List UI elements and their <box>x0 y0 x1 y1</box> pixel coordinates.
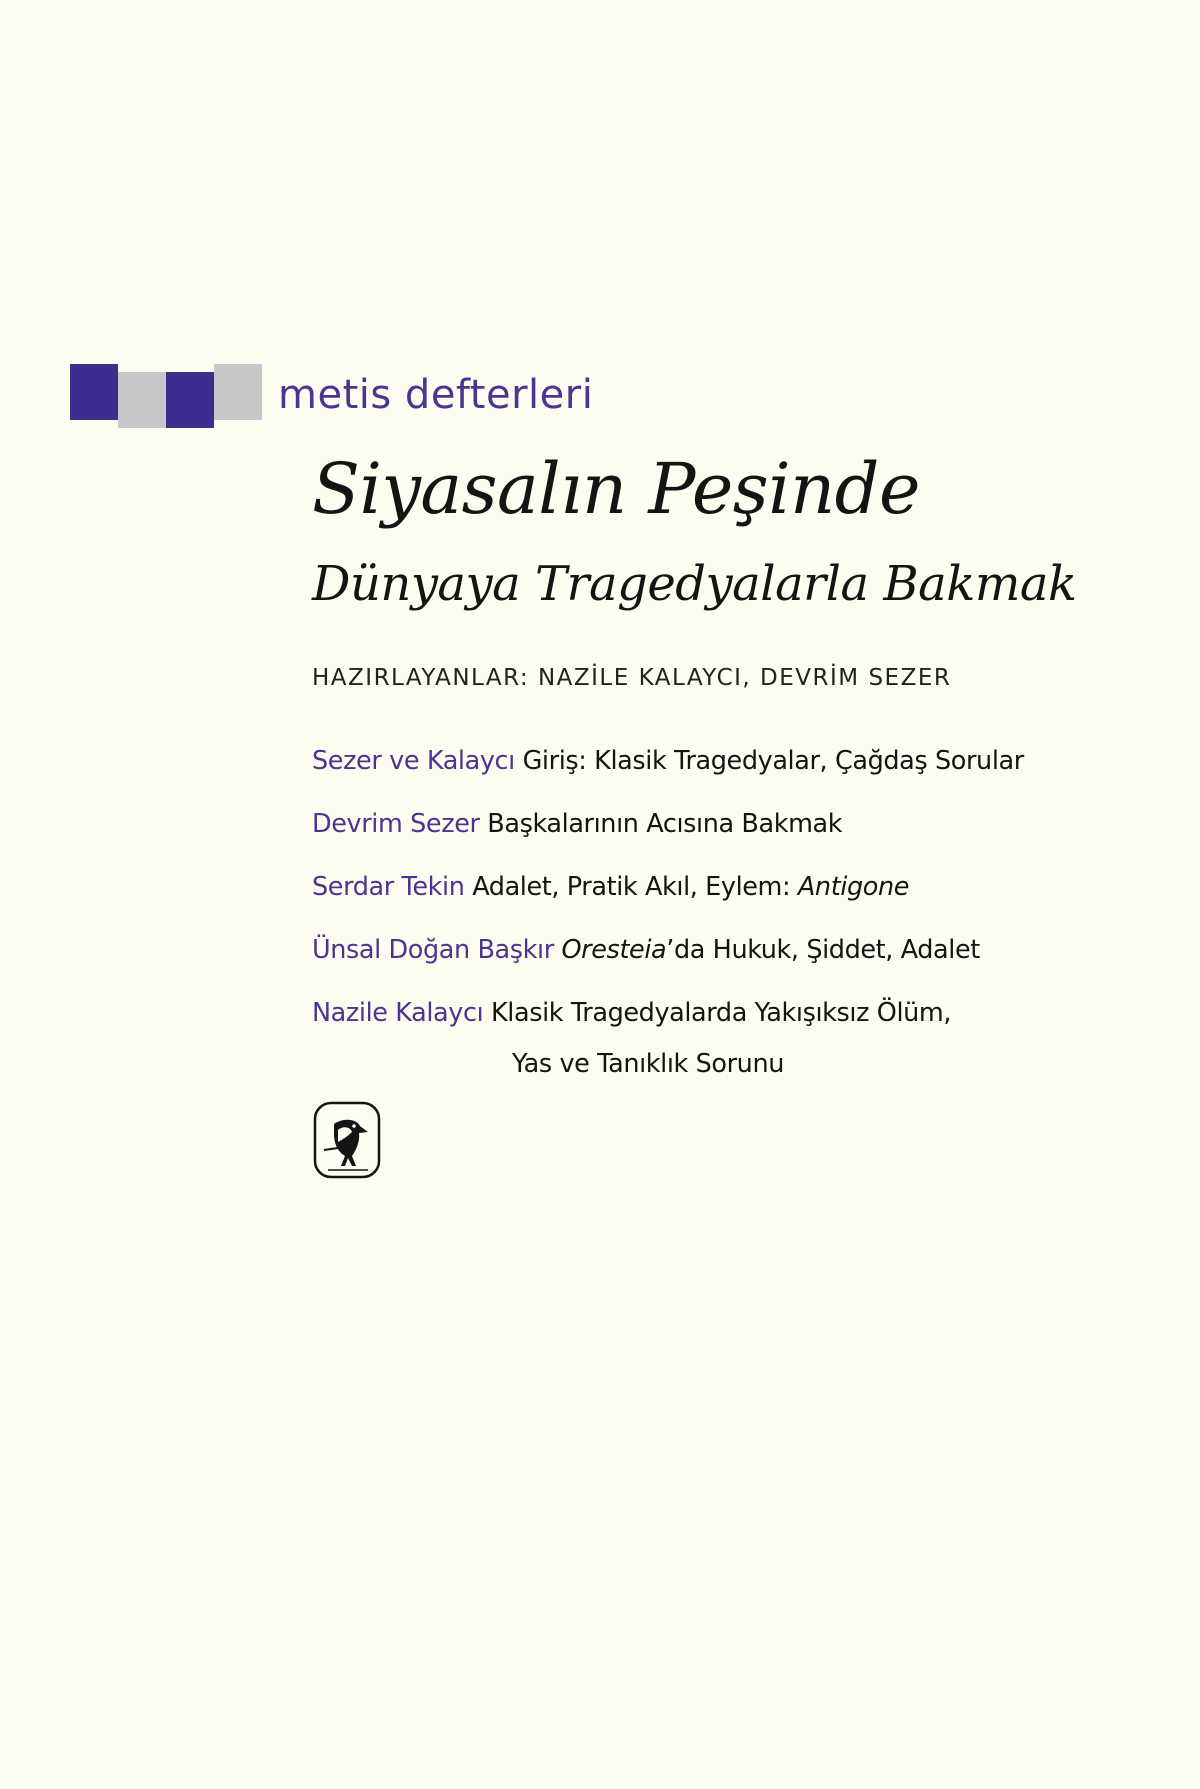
series-block-3 <box>166 372 214 428</box>
toc-title-text: Adalet, Pratik Akıl, Eylem: <box>472 872 798 902</box>
toc-title-text: ’da Hukuk, Şiddet, Adalet <box>666 935 980 965</box>
book-subtitle: Dünyaya Tragedyalarla Bakmak <box>312 556 1077 612</box>
toc-title <box>472 872 909 902</box>
series-block-1 <box>70 364 118 420</box>
series-block-4 <box>214 364 262 420</box>
toc-entry <box>312 996 951 1030</box>
toc-entry <box>312 870 909 904</box>
toc-entry <box>312 933 980 967</box>
toc-title <box>562 935 980 965</box>
editors-line: HAZIRLAYANLAR: NAZİLE KALAYCI, DEVRİM SEZER <box>312 665 952 691</box>
toc-entry <box>312 744 1024 778</box>
toc-title: Başkalarının Acısına Bakmak <box>487 809 843 839</box>
toc-title-continuation: Yas ve Tanıklık Sorunu <box>512 1049 784 1079</box>
bird-logo-icon <box>312 1100 382 1180</box>
book-title: Siyasalın Peşinde <box>312 448 920 530</box>
toc-entry <box>312 807 842 841</box>
toc-title: Klasik Tragedyalarda Yakışıksız Ölüm, <box>490 998 952 1028</box>
series-block-2 <box>118 372 166 428</box>
toc-title-italic: Antigone <box>797 872 910 902</box>
series-name: metis defterleri <box>278 372 594 418</box>
toc-author: Devrim Sezer <box>312 809 480 839</box>
toc-author: Nazile Kalaycı <box>312 998 484 1028</box>
toc-author: Sezer ve Kalaycı <box>312 746 515 776</box>
toc-author: Ünsal Doğan Başkır <box>312 935 554 965</box>
toc-author: Serdar Tekin <box>312 872 465 902</box>
toc-title-italic: Oresteia <box>561 935 667 965</box>
toc-title: Giriş: Klasik Tragedyalar, Çağdaş Sorular <box>522 746 1024 776</box>
series-blocks <box>70 364 266 428</box>
